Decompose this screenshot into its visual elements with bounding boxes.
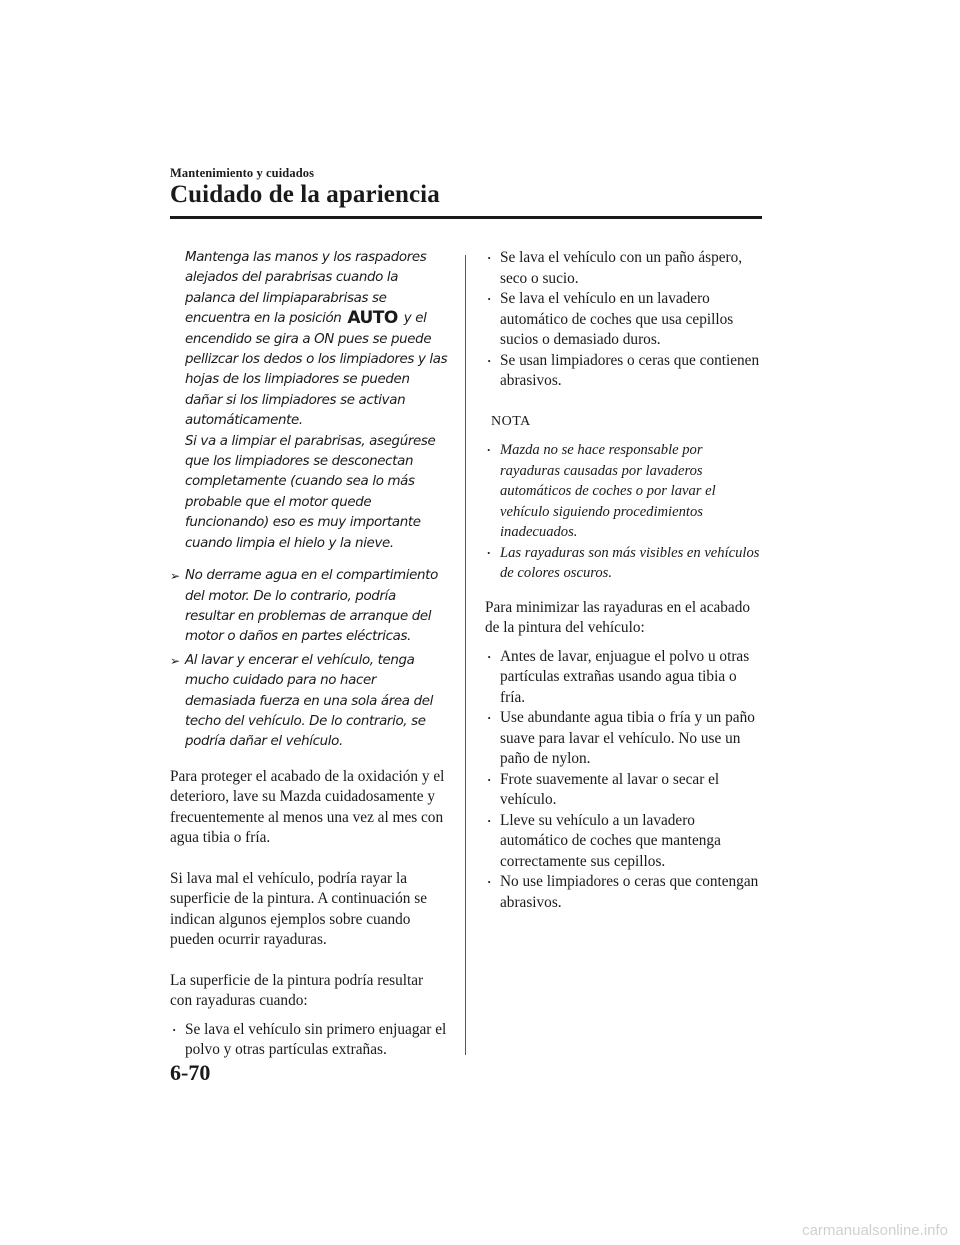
warning-item-text: No derrame agua en el compartimiento del motor. De lo contrario, podría resultar en problemas de arranque del motor o daños en partes eléctricas.	[185, 568, 438, 645]
bullet-icon: ·	[487, 442, 491, 457]
bullet-icon: ·	[487, 648, 492, 664]
warning-item	[170, 651, 448, 753]
left-column	[170, 248, 448, 1061]
list-item-text: Se lava el vehículo en un lavadero automático de coches que usa cepillos sucios o demasiado duros.	[500, 290, 734, 348]
bullet-list	[485, 248, 763, 392]
list-item	[485, 289, 763, 351]
list-item-text: Use abundante agua tibia o fría y un paño suave para lavar el vehículo. No use un paño de nylon.	[500, 709, 755, 767]
page-number: 6-70	[170, 1060, 211, 1085]
note-item-text: Las rayaduras son más visibles en vehículos de colores oscuros.	[500, 544, 760, 581]
warning-paragraph-1	[185, 248, 448, 432]
bullet-icon: ·	[487, 812, 492, 828]
list-item	[170, 1020, 448, 1061]
paragraph: La superficie de la pintura podría resultar con rayaduras cuando:	[170, 971, 424, 1010]
warning-item	[170, 566, 448, 648]
right-column	[485, 248, 763, 913]
column-divider	[465, 255, 466, 1055]
list-item	[485, 647, 763, 709]
bullet-icon: ·	[487, 874, 492, 889]
arrow-bullet-icon: ➢	[170, 653, 180, 668]
auto-symbol-icon: AUTO	[347, 308, 398, 329]
note-item	[485, 543, 763, 584]
paragraph: Para proteger el acabado de la oxidación y el deterioro, lave su Mazda cuidadosamente y frecuentemente al menos una vez al mes con agua tibia o fría.	[170, 767, 445, 847]
list-item	[485, 708, 763, 770]
bullet-icon: ·	[487, 291, 492, 306]
paragraph: Si lava mal el vehículo, podría rayar la superficie de la pintura. A continuación se indican algunos ejemplos sobre cuando pueden ocurrir rayaduras.	[170, 869, 427, 949]
note-list	[485, 440, 763, 584]
bullet-icon: ·	[487, 544, 491, 560]
list-item	[485, 872, 763, 913]
list-item	[485, 770, 763, 811]
note-heading: NOTA	[491, 413, 531, 429]
paragraph: Para minimizar las rayaduras en el acabado de la pintura del vehículo:	[485, 598, 751, 636]
note-item-text: Mazda no se hace responsable por rayaduras causadas por lavaderos automáticos de coches o por lavar el vehículo siguiendo procedimientos inadecuados.	[500, 442, 716, 540]
list-item-text: Se lava el vehículo con un paño áspero, seco o sucio.	[500, 249, 743, 287]
warning-item-text: Al lavar y encerar el vehículo, tenga mucho cuidado para no hacer demasiada fuerza en una sola área del techo del vehículo. De lo contrario, se podría dañar el vehículo.	[185, 652, 433, 750]
warning-paragraph-2: Si va a limpiar el parabrisas, asegúrese que los limpiadores se desconectan completamente (cuando sea lo más probable que el motor quede funcionando) eso es muy importante cuando limpia el hielo y la nieve.	[185, 433, 436, 551]
list-item	[485, 248, 763, 289]
section-label: Mantenimiento y cuidados	[170, 166, 315, 180]
bullet-icon: ·	[487, 250, 492, 265]
list-item-text: No use limpiadores o ceras que contengan abrasivos.	[500, 873, 759, 911]
warning-text-after-symbol: y el encendido se gira a ON pues se puede pellizcar los dedos o los limpiadores y las hojas de los limpiadores se pueden dañar si los limpiadores se activan automáticamente.	[185, 311, 448, 429]
header-rule	[170, 216, 762, 219]
bullet-icon: ·	[487, 352, 492, 368]
bullet-list	[485, 647, 763, 914]
bullet-icon: ·	[487, 710, 492, 725]
list-item-text: Se lava el vehículo sin primero enjuagar el polvo y otras partículas extrañas.	[185, 1020, 447, 1059]
list-item-text: Antes de lavar, enjuague el polvo u otras partículas extrañas usando agua tibia o fría.	[500, 647, 750, 706]
list-item	[485, 351, 763, 392]
warning-list	[170, 566, 448, 753]
page-title: Cuidado de la apariencia	[170, 181, 440, 208]
bullet-icon: ·	[487, 771, 492, 787]
warning-text-before-symbol: Mantenga las manos y los raspadores alejados del parabrisas cuando la palanca del limpiaparabrisas se encuentra en la posición	[185, 250, 427, 327]
warning-block	[170, 248, 448, 753]
watermark: carmanualsonline.info	[802, 1222, 948, 1239]
list-item-text: Lleve su vehículo a un lavadero automático de coches que mantenga correctamente sus cepillos.	[500, 811, 721, 870]
arrow-bullet-icon: ➢	[170, 569, 180, 584]
bullet-list	[170, 1020, 448, 1061]
left-body	[170, 767, 448, 1061]
list-item	[485, 811, 763, 873]
bullet-icon: ·	[172, 1021, 177, 1037]
list-item-text: Se usan limpiadores o ceras que contienen abrasivos.	[500, 351, 760, 389]
note-item	[485, 440, 763, 543]
list-item-text: Frote suavemente al lavar o secar el vehículo.	[500, 770, 720, 808]
